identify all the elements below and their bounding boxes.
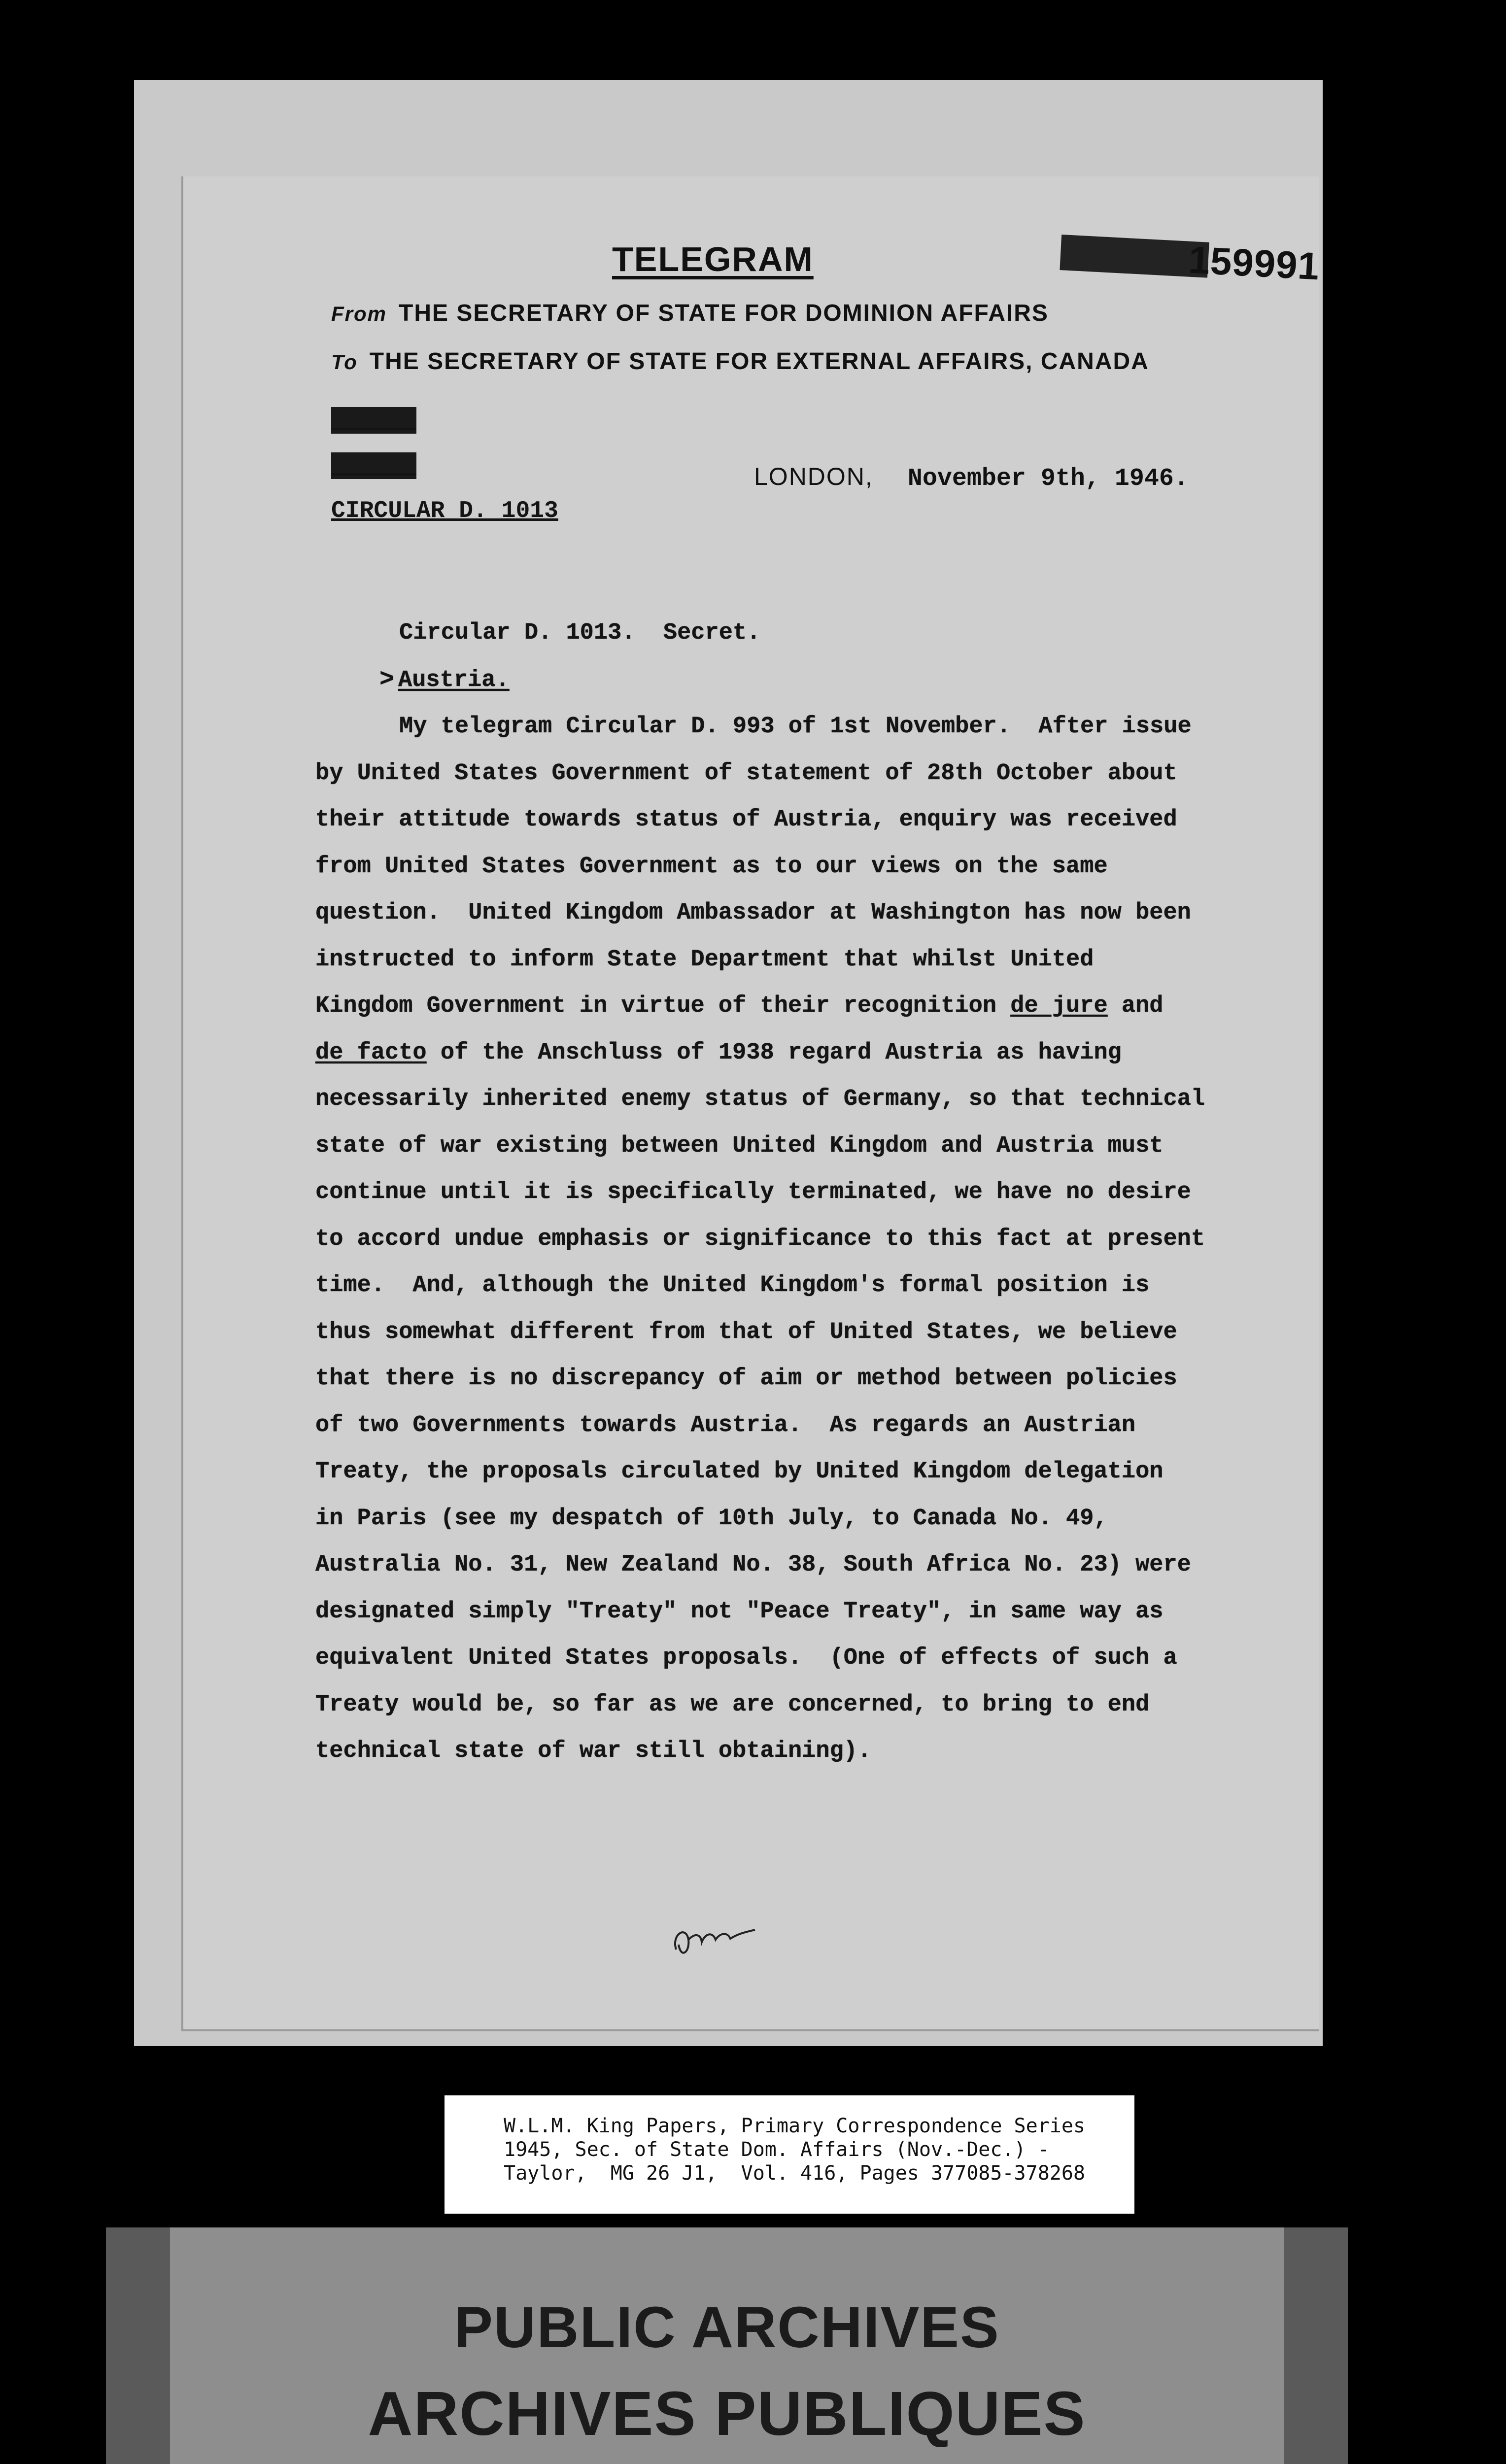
body-line-segment: of the Anschluss of 1938 regard Austria as having: [440, 1039, 1122, 1066]
classification-cypher: [331, 452, 416, 479]
body-line: Treaty would be, so far as we are concerned, to bring to end: [315, 1691, 1150, 1718]
body-line: of two Governments towards Austria. As regards an Austrian: [315, 1412, 1136, 1438]
classification-circular: [331, 498, 558, 524]
ref-strike-blot: [1060, 235, 1209, 278]
body-line: technical state of war still obtaining).: [315, 1738, 872, 1764]
body-line: Treaty, the proposals circulated by United Kingdom delegation: [315, 1459, 1164, 1485]
caption-line-2: 1945, Sec. of State Dom. Affairs (Nov.-Dec.) -: [504, 2138, 1050, 2161]
body-line: time. And, although the United Kingdom's formal position is: [315, 1272, 1150, 1299]
telegram-page: [181, 176, 1319, 2031]
dateline: [754, 462, 1189, 493]
and-text: and: [1107, 993, 1164, 1019]
date: November 9th, 1946.: [907, 465, 1189, 493]
telegram-body: [315, 610, 1276, 1775]
archives-stamp: [106, 2227, 1348, 2464]
body-line: designated simply "Treaty" not "Peace Treaty", in same way as: [315, 1598, 1164, 1625]
secret-text: SECRET: [331, 407, 416, 434]
body-line: equivalent United States proposals. (One of effects of such a: [315, 1645, 1177, 1671]
to-prefix: To: [331, 350, 358, 374]
body-line: Australia No. 31, New Zealand No. 38, South Africa No. 23) were: [315, 1552, 1191, 1578]
handwritten-initials: [666, 1905, 765, 1964]
to-line: [331, 348, 1149, 375]
body-heading-2: [315, 657, 1276, 704]
heading-austria: Austria.: [398, 667, 510, 693]
to-text: THE SECRETARY OF STATE FOR EXTERNAL AFFAIRS, CANADA: [369, 348, 1149, 375]
body-line-segment: Kingdom Government in virtue of their recognition: [315, 993, 1011, 1019]
caption-line-1: W.L.M. King Papers, Primary Correspondence Series: [504, 2115, 1086, 2137]
body-line: instructed to inform State Department that whilst United: [315, 946, 1094, 973]
de-jure-text: de jure: [1010, 993, 1108, 1019]
stamp-line-2: ARCHIVES PUBLIQUES: [368, 2379, 1086, 2448]
body-line: thus somewhat different from that of United States, we believe: [315, 1319, 1177, 1345]
body-line: [315, 1030, 1276, 1077]
body-line: necessarily inherited enemy status of Germany, so that technical: [315, 1086, 1205, 1112]
stamp-line-1: PUBLIC ARCHIVES: [454, 2295, 1000, 2360]
circular-text: CIRCULAR D. 1013: [331, 498, 558, 524]
telegram-title: TELEGRAM: [612, 240, 814, 278]
arrow-mark-icon: >: [379, 665, 395, 694]
from-line: [331, 300, 1049, 327]
body-line: question. United Kingdom Ambassador at Washington has now been: [315, 900, 1191, 926]
body-line: to accord undue emphasis or significance to this fact at present: [315, 1226, 1205, 1252]
archive-caption: [445, 2095, 1134, 2214]
body-line: their attitude towards status of Austria, enquiry was received: [315, 807, 1177, 833]
body-line: My telegram Circular D. 993 of 1st November. After issue: [399, 714, 1192, 740]
body-line: in Paris (see my despatch of 10th July, to Canada No. 49,: [315, 1505, 1108, 1532]
ref-number-text: 159991: [1187, 238, 1321, 288]
body-heading-1: Circular D. 1013. Secret.: [399, 620, 761, 646]
place: LONDON,: [754, 463, 873, 490]
body-line: by United States Government of statement of 28th October about: [315, 760, 1177, 787]
body-line: from United States Government as to our views on the same: [315, 853, 1108, 880]
reference-number: [1069, 231, 1321, 288]
body-line: that there is no discrepancy of aim or method between policies: [315, 1366, 1177, 1392]
cypher-text: CYPHER: [331, 452, 416, 479]
body-line: [315, 983, 1276, 1030]
from-prefix: From: [331, 302, 387, 325]
classification-secret: [331, 407, 416, 434]
caption-line-3: Taylor, MG 26 J1, Vol. 416, Pages 377085-378268: [504, 2162, 1086, 2185]
body-line: continue until it is specifically terminated, we have no desire: [315, 1179, 1191, 1205]
from-text: THE SECRETARY OF STATE FOR DOMINION AFFAIRS: [399, 300, 1049, 326]
body-line: state of war existing between United Kingdom and Austria must: [315, 1132, 1164, 1159]
de-facto-text: de facto: [315, 1039, 427, 1066]
